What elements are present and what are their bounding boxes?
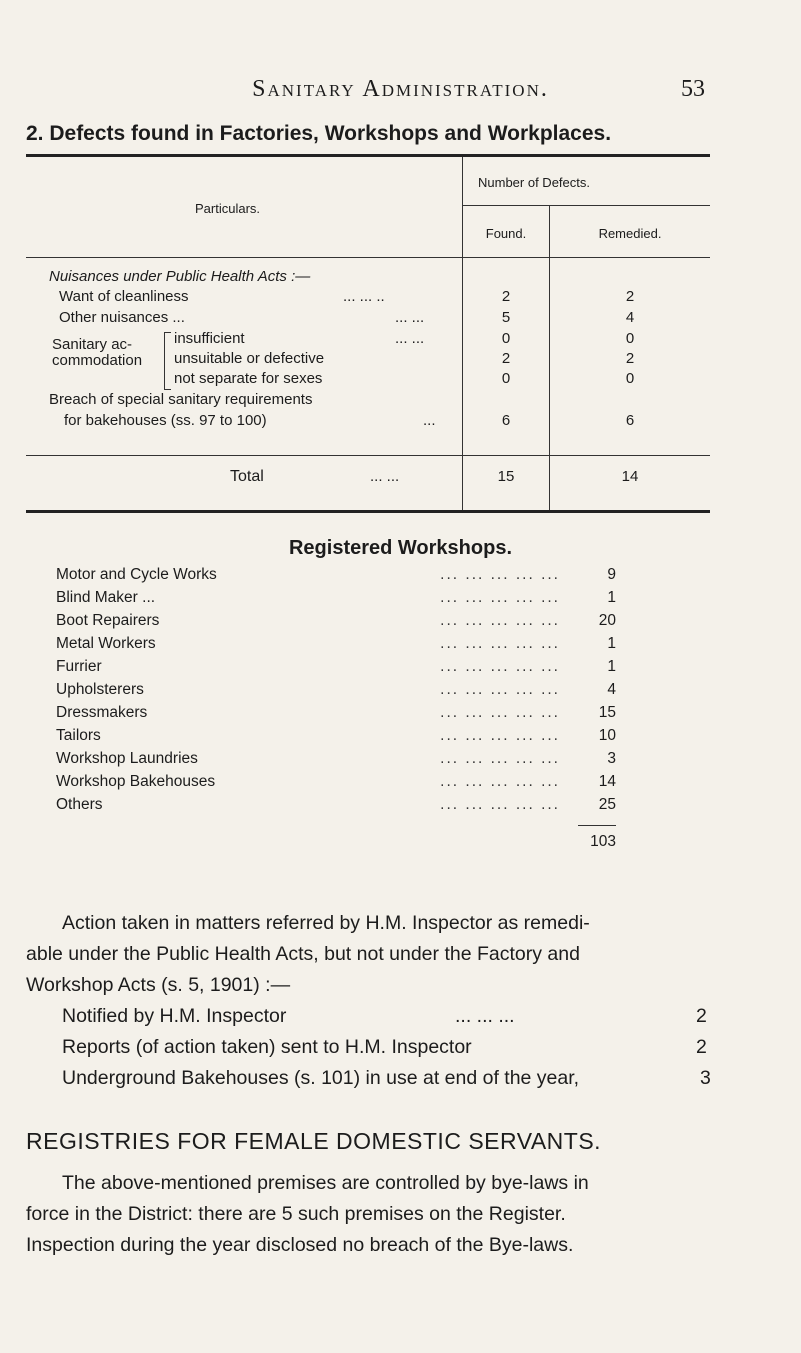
breach-remedied: 6 [625, 412, 635, 429]
total-rule [26, 455, 710, 456]
workshops-total: 103 [590, 833, 616, 850]
workshops-total-rule [578, 825, 616, 826]
list-item: Blind Maker ... ... ... ... ... ... 1 [56, 589, 616, 606]
insufficient-remedied: 0 [625, 330, 635, 347]
registries-line-3: Inspection during the year disclosed no breach of the Bye-laws. [26, 1234, 574, 1256]
notified-value: 2 [696, 1005, 707, 1027]
unsuitable-label: unsuitable or defective [174, 350, 325, 367]
col-number-of-defects: Number of Defects. [478, 175, 590, 190]
col-remedied: Remedied. [598, 226, 662, 241]
insufficient-label: insufficient [174, 330, 245, 347]
insufficient-dots: ... ... [395, 330, 425, 347]
header-bottom-rule [26, 257, 710, 258]
breach-dots: ... [423, 412, 436, 429]
underground-value: 3 [700, 1067, 711, 1089]
unsuitable-found: 2 [501, 350, 511, 367]
unsuitable-remedied: 2 [625, 350, 635, 367]
page-number: 53 [681, 76, 705, 102]
action-line-3: Workshop Acts (s. 5, 1901) :— [26, 974, 291, 996]
sanitary-accommodation-label-1: Sanitary ac- [52, 336, 133, 353]
registries-line-1: The above-mentioned premises are controlled by bye-laws in [62, 1172, 589, 1194]
col-found: Found. [485, 226, 527, 241]
insufficient-found: 0 [501, 330, 511, 347]
notified-label: Notified by H.M. Inspector [62, 1005, 287, 1027]
other-nuisances-dots: ... ... [395, 309, 425, 326]
list-item: Upholsterers ... ... ... ... ... 4 [56, 681, 616, 698]
total-dots: ... ... [370, 468, 400, 485]
want-cleanliness-remedied: 2 [625, 288, 635, 305]
not-separate-remedied: 0 [625, 370, 635, 387]
breach-found: 6 [501, 412, 511, 429]
list-item: Workshop Laundries ... ... ... ... ... 3 [56, 750, 616, 767]
list-item: Boot Repairers ... ... ... ... ... 20 [56, 612, 616, 629]
underground-label: Underground Bakehouses (s. 101) in use at end of the year, [62, 1067, 580, 1089]
want-cleanliness-found: 2 [501, 288, 511, 305]
reports-label: Reports (of action taken) sent to H.M. Inspector [62, 1036, 472, 1058]
list-item: Workshop Bakehouses ... ... ... ... ... 14 [56, 773, 616, 790]
total-found: 15 [497, 468, 515, 485]
breach-label-1: Breach of special sanitary requirements [49, 391, 313, 408]
breach-label-2: for bakehouses (ss. 97 to 100) [64, 412, 267, 429]
want-cleanliness-label: Want of cleanliness [59, 288, 189, 305]
action-line-2: able under the Public Health Acts, but not under the Factory and [26, 943, 580, 965]
list-item: Metal Workers ... ... ... ... ... 1 [56, 635, 616, 652]
total-remedied: 14 [621, 468, 639, 485]
notified-dots: ... ... ... [455, 1005, 515, 1027]
list-item: Furrier ... ... ... ... ... 1 [56, 658, 616, 675]
nuisances-heading: Nuisances under Public Health Acts :— [49, 268, 311, 285]
registries-heading: REGISTRIES FOR FEMALE DOMESTIC SERVANTS. [26, 1128, 602, 1154]
not-separate-label: not separate for sexes [174, 370, 323, 387]
brace-icon [164, 332, 171, 390]
registries-line-2: force in the District: there are 5 such premises on the Register. [26, 1203, 566, 1225]
total-label: Total [230, 468, 264, 485]
reports-value: 2 [696, 1036, 707, 1058]
other-nuisances-found: 5 [501, 309, 511, 326]
other-nuisances-label: Other nuisances ... [59, 309, 185, 326]
group-header-rule [462, 205, 710, 206]
list-item: Others ... ... ... ... ... 25 [56, 796, 616, 813]
section-heading: 2. Defects found in Factories, Workshops and Workplaces. [26, 122, 612, 145]
action-line-1: Action taken in matters referred by H.M. Inspector as remedi- [62, 912, 590, 934]
other-nuisances-remedied: 4 [625, 309, 635, 326]
table-bottom-rule [26, 510, 710, 513]
table-top-rule [26, 154, 710, 157]
registered-workshops-heading: Registered Workshops. [288, 537, 513, 559]
sanitary-accommodation-label-2: commodation [52, 352, 143, 369]
list-item: Motor and Cycle Works ... ... ... ... ... 9 [56, 566, 616, 583]
list-item: Dressmakers ... ... ... ... ... 15 [56, 704, 616, 721]
want-cleanliness-dots: ... ... .. [343, 288, 385, 305]
col-particulars: Particulars. [195, 201, 261, 216]
running-head: Sanitary Administration. [252, 76, 549, 102]
list-item: Tailors ... ... ... ... ... 10 [56, 727, 616, 744]
not-separate-found: 0 [501, 370, 511, 387]
